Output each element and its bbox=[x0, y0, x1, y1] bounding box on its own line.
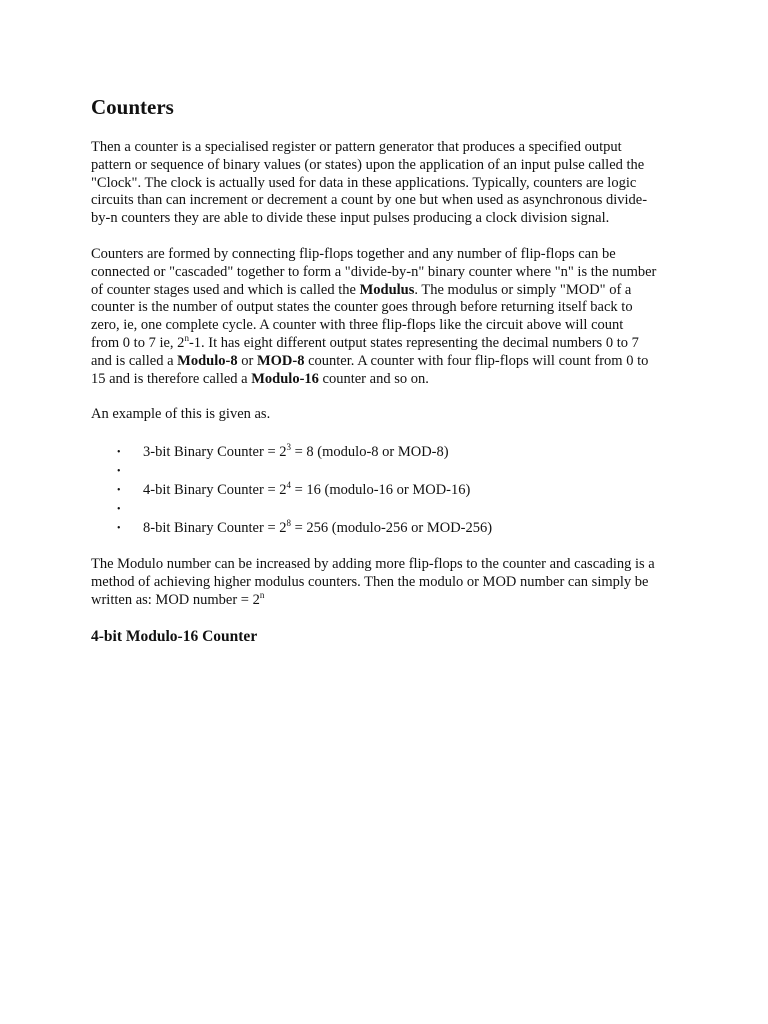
list-item bbox=[91, 481, 492, 500]
page-title: Counters bbox=[91, 95, 174, 119]
text-run: . The modulus or simply "MOD" of a bbox=[414, 281, 632, 298]
modulus-paragraph bbox=[91, 246, 689, 388]
text-run: -1. It has eight different output states representing the decimal numbers 0 to 7 bbox=[188, 334, 639, 351]
bullet-icon: • bbox=[117, 447, 121, 458]
text-line: counter is the number of output states the counter goes through before returning itself back to bbox=[91, 299, 633, 316]
bullet-icon: • bbox=[117, 485, 121, 496]
modulus-term: Modulus bbox=[359, 281, 415, 298]
modulo-16-term: Modulo-16 bbox=[251, 370, 319, 387]
text-run: counter. A counter with four flip-flops will count from 0 to bbox=[304, 352, 649, 369]
list-item bbox=[91, 519, 492, 538]
example-list bbox=[91, 443, 492, 538]
text-line: connected or "cascaded" together to form a "divide-by-n" binary counter where "n" is the number bbox=[91, 263, 657, 280]
text-run: or bbox=[237, 352, 257, 369]
text-line: zero, ie, one complete cycle. A counter with three flip-flops like the circuit above will count bbox=[91, 317, 624, 334]
exponent: n bbox=[259, 589, 265, 600]
text-line bbox=[91, 282, 689, 300]
text-run: = 8 (modulo-8 or MOD-8) bbox=[291, 444, 449, 460]
modulo-8-term: Modulo-8 bbox=[177, 352, 238, 369]
bullet-icon: • bbox=[117, 504, 121, 515]
intro-paragraph bbox=[91, 139, 689, 228]
text-run: and is called a bbox=[91, 352, 178, 369]
text-line: Counters are formed by connecting flip-flops together and any number of flip-flops can be bbox=[91, 246, 616, 262]
text-line bbox=[91, 335, 689, 353]
exponent: n bbox=[184, 333, 189, 344]
text-line: "Clock". The clock is actually used for data in these applications. Typically, counters are logic bbox=[91, 174, 637, 191]
text-run: = 256 (modulo-256 or MOD-256) bbox=[291, 520, 493, 536]
bullet-icon: • bbox=[117, 523, 121, 534]
text-line: circuits than can increment or decrement a count by one but when used as asynchronous divide- bbox=[91, 192, 648, 209]
text-run: = 16 (modulo-16 or MOD-16) bbox=[291, 482, 471, 498]
text-line bbox=[91, 353, 689, 371]
text-run: 8-bit Binary Counter = 2 bbox=[143, 520, 287, 536]
exponent: 8 bbox=[286, 518, 291, 529]
text-run: 4-bit Binary Counter = 2 bbox=[143, 482, 287, 498]
section-heading: 4-bit Modulo-16 Counter bbox=[91, 628, 258, 645]
example-intro: An example of this is given as. bbox=[91, 406, 271, 422]
list-item bbox=[91, 443, 492, 462]
text-line: by-n counters they are able to divide these input pulses producing a clock division signal. bbox=[91, 210, 610, 227]
text-line: method of achieving higher modulus counters. Then the modulo or MOD number can simply be bbox=[91, 573, 649, 590]
bullet-icon: • bbox=[117, 466, 121, 477]
modulo-number-paragraph bbox=[91, 556, 689, 609]
list-item bbox=[91, 462, 492, 481]
text-line: pattern or sequence of binary values (or states) upon the application of an input pulse called the bbox=[91, 156, 645, 173]
text-run: written as: MOD number = 2 bbox=[91, 591, 260, 608]
text-line: Then a counter is a specialised register or pattern generator that produces a specified output bbox=[91, 139, 622, 155]
text-run: of counter stages used and which is called the bbox=[91, 281, 360, 298]
exponent: 3 bbox=[286, 442, 291, 453]
exponent: 4 bbox=[286, 480, 291, 491]
list-item bbox=[91, 500, 492, 519]
text-run: counter and so on. bbox=[318, 370, 429, 387]
text-run: 15 and is therefore called a bbox=[91, 370, 252, 387]
text-run: 3-bit Binary Counter = 2 bbox=[143, 444, 287, 460]
text-line: The Modulo number can be increased by adding more flip-flops to the counter and cascading is a bbox=[91, 556, 655, 572]
text-line bbox=[91, 589, 689, 610]
mod-8-term: MOD-8 bbox=[256, 352, 305, 369]
text-run: from 0 to 7 ie, 2 bbox=[91, 334, 185, 351]
text-line bbox=[91, 371, 689, 389]
